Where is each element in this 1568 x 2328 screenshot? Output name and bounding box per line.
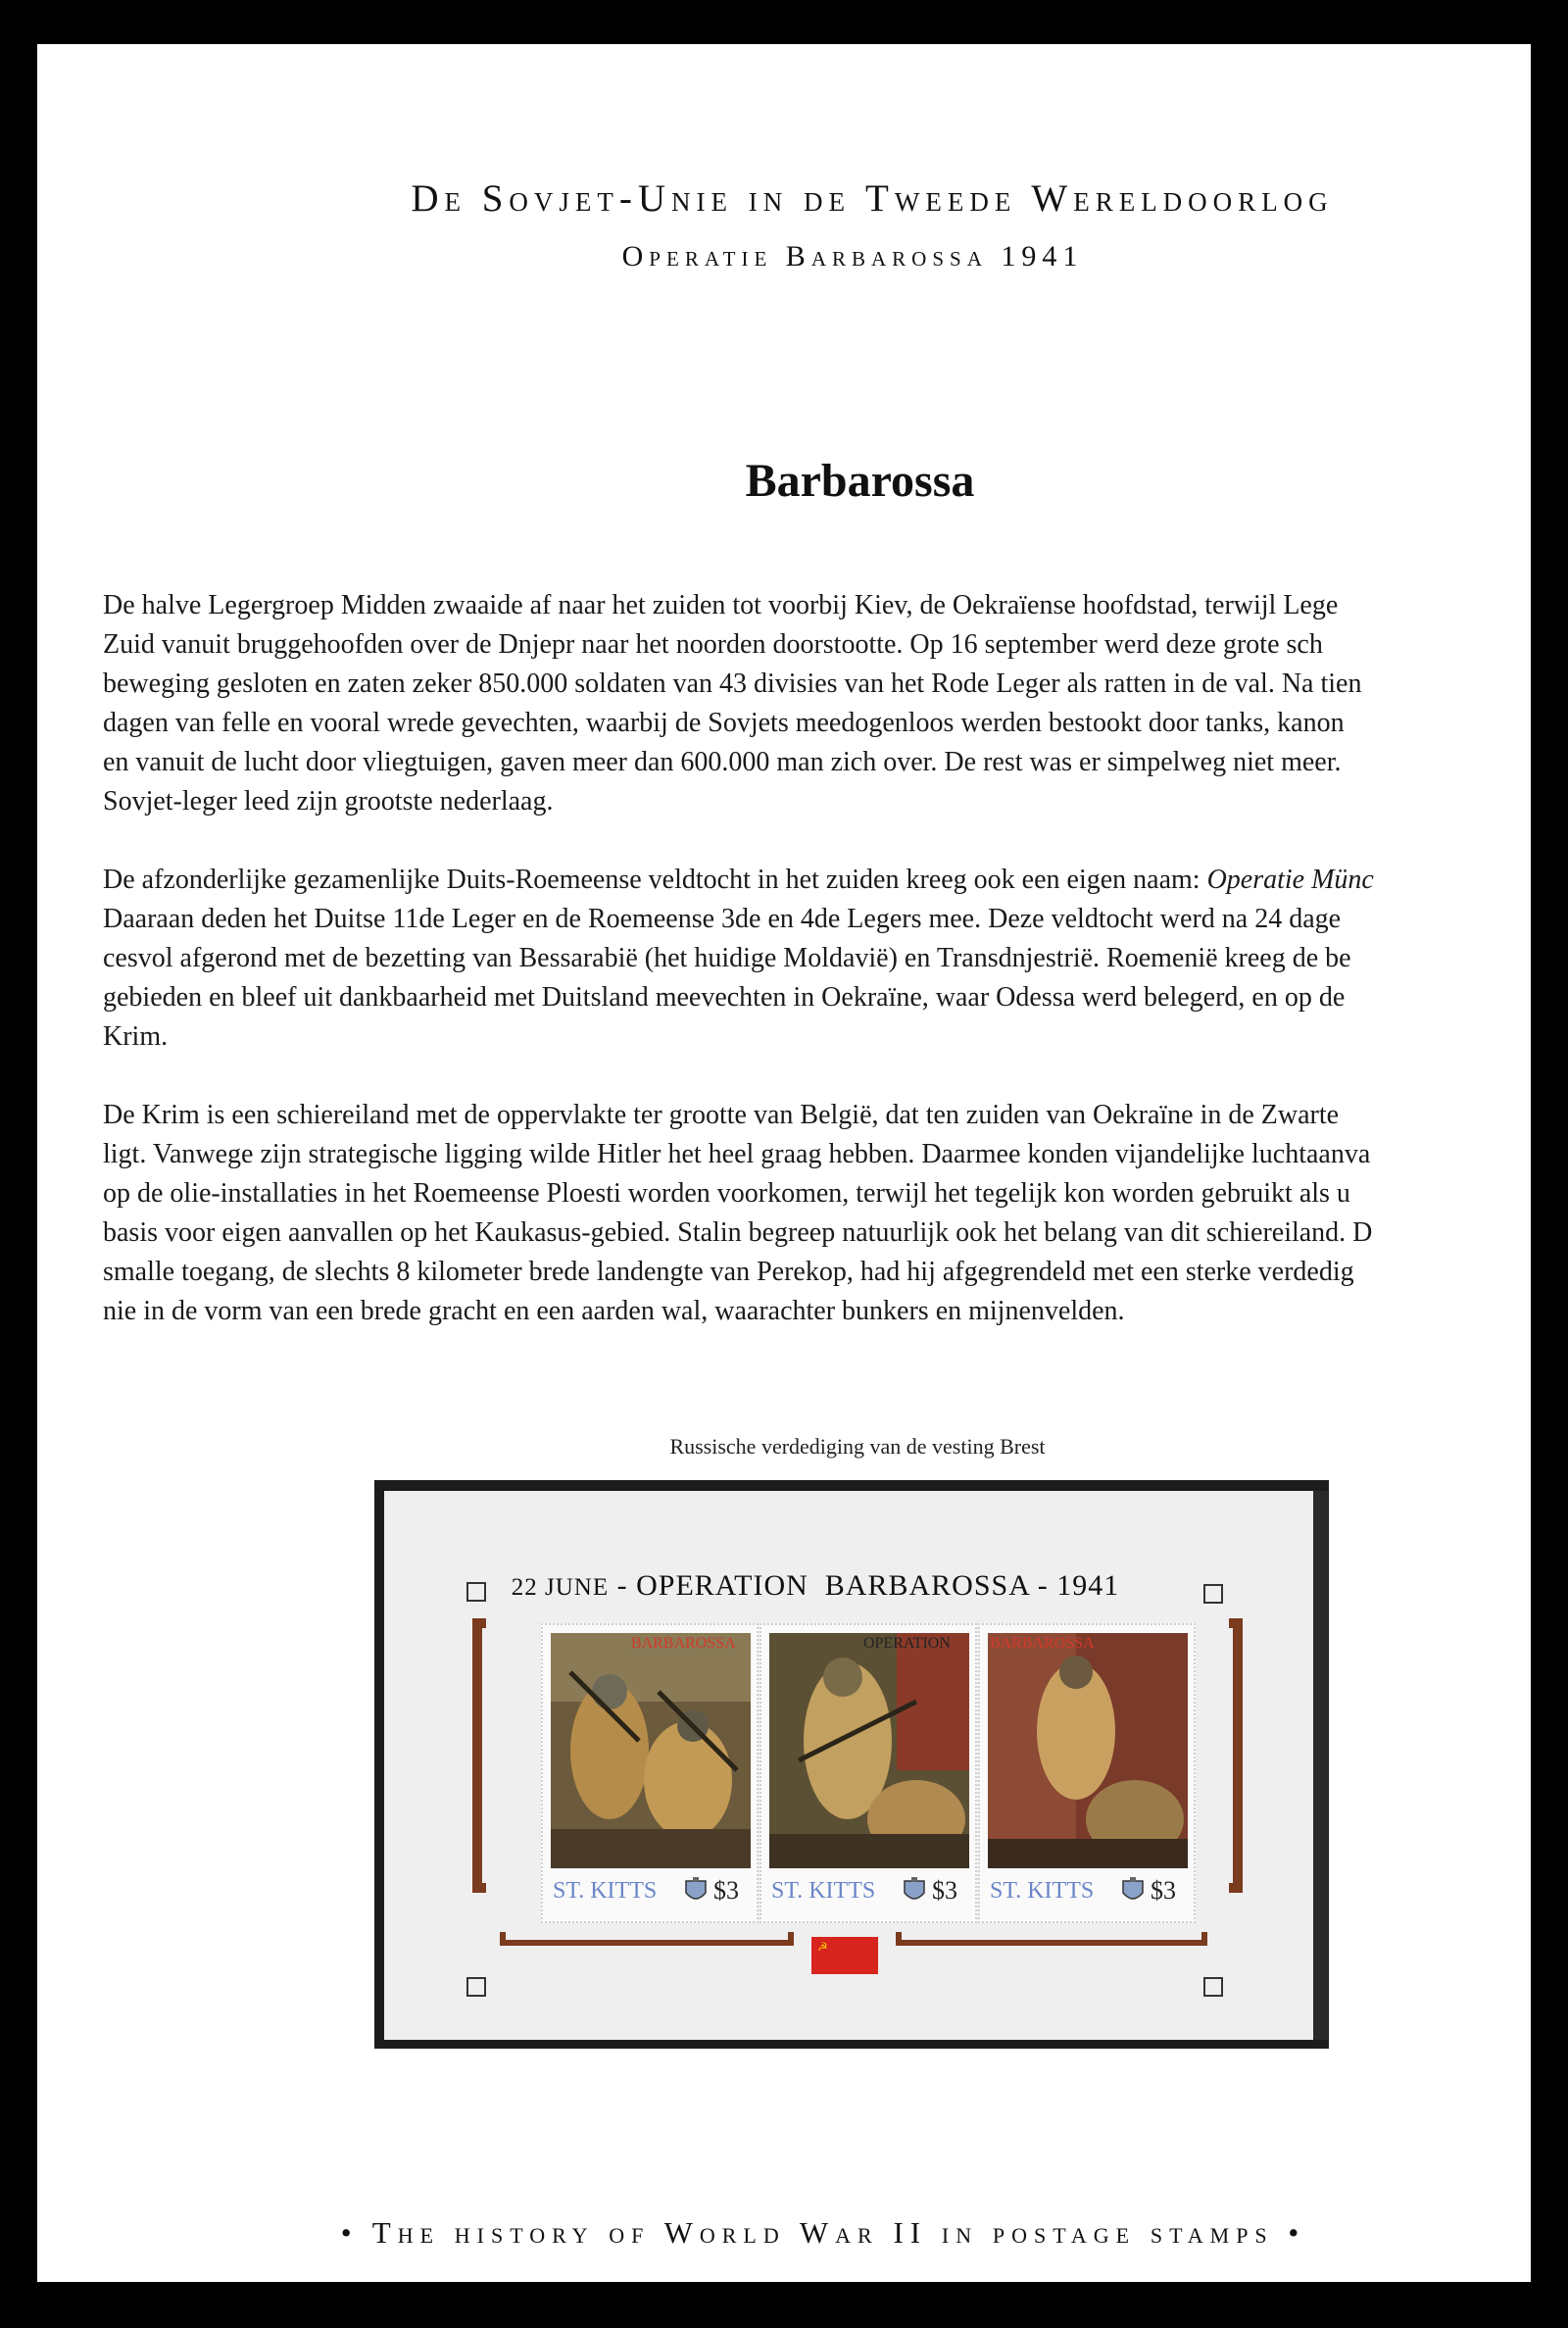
souvenir-sheet xyxy=(384,1491,1315,2040)
sheet-title-separator: - xyxy=(1029,1569,1057,1602)
text-line: De Krim is een schiereiland met de oppervlakte ter grootte van België, dat ten zuiden van Oekraïne in de Zwarte xyxy=(103,1100,1340,1130)
stamp-top-label: BARBAROSSA xyxy=(631,1635,736,1652)
sheet-title-date: 22 JUNE xyxy=(511,1574,610,1601)
stamp-caption: Russische verdediging van de vesting Brest xyxy=(669,1434,1046,1459)
bottom-rail-left xyxy=(500,1932,794,1946)
italic-operation-name: Operatie Münc xyxy=(1206,865,1374,895)
stamp-country: ST. KITTS xyxy=(990,1878,1095,1904)
text-line: en vanuit de lucht door vliegtuigen, gaven meer dan 600.000 man zich over. De rest was er simpelweg niet meer. xyxy=(103,747,1342,777)
stamp-value: $3 xyxy=(713,1876,739,1905)
sheet-title-main: OPERATION BARBAROSSA xyxy=(636,1569,1030,1602)
corner-square-icon xyxy=(1203,1584,1223,1604)
text-line: dagen van felle en vooral wrede gevechten, waarbij de Sovjets meedogenloos werden bestookt door tanks, kanon xyxy=(103,708,1345,738)
text-line: smalle toegang, de slechts 8 kilometer brede landengte van Perekop, had hij afgegrendeld met een sterke verdedig xyxy=(103,1257,1354,1287)
sheet-title-year: 1941 xyxy=(1056,1569,1120,1602)
stamp-country: ST. KITTS xyxy=(771,1878,876,1904)
stamp-value: $3 xyxy=(932,1876,957,1905)
paragraph-3 xyxy=(103,1096,1531,1331)
stamp-3 xyxy=(978,1623,1196,1923)
paragraph-2 xyxy=(103,861,1531,1057)
stamp-top-label: OPERATION xyxy=(863,1635,951,1652)
stamp-artwork xyxy=(769,1633,969,1868)
text-line xyxy=(103,861,1531,900)
coat-of-arms-icon xyxy=(684,1877,708,1905)
text-line: Daaraan deden het Duitse 11de Leger en de Roemeense 3de en 4de Legers mee. Deze veldtocht werd na 24 dage xyxy=(103,904,1342,934)
page-footer: • The history of World War II in postage stamps • xyxy=(340,2215,1306,2250)
paragraph-1 xyxy=(103,586,1531,821)
album-page xyxy=(37,44,1531,2282)
stamp-artwork xyxy=(551,1633,751,1868)
stamp-artwork xyxy=(988,1633,1188,1868)
text-line: gebieden en bleef uit dankbaarheid met Duitsland meevechten in Oekraïne, waar Odessa werd belegerd, en op de xyxy=(103,982,1346,1013)
text-line: nie in de vorm van een brede gracht en een aarden wal, waarachter bunkers en mijnenvelden. xyxy=(103,1296,1125,1326)
text-line-start: De afzonderlijke gezamenlijke Duits-Roemeense veldtocht in het zuiden kreeg ook een eigen naam: xyxy=(103,865,1207,895)
bottom-rail-right xyxy=(896,1932,1207,1946)
stamp-1 xyxy=(541,1623,759,1923)
stamp-2 xyxy=(760,1623,977,1923)
left-bracket-ornament xyxy=(472,1618,486,1893)
stamp-value: $3 xyxy=(1151,1876,1176,1905)
series-subtitle: Operatie Barbarossa 1941 xyxy=(621,240,1084,272)
sheet-title xyxy=(463,1569,1168,1603)
body-text xyxy=(103,586,1531,1370)
hammer-sickle-icon: ☭ xyxy=(817,1940,828,1954)
text-line: ligt. Vanwege zijn strategische ligging wilde Hitler het heel graag hebben. Daarmee konden vijandelijke luchtaanva xyxy=(103,1139,1371,1169)
corner-square-icon xyxy=(466,1977,486,1997)
text-line: beweging gesloten en zaten zeker 850.000 soldaten van 43 divisies van het Rode Leger als ratten in de val. Na tien xyxy=(103,669,1362,699)
series-title: De Sovjet-Unie in de Tweede Wereldoorlog xyxy=(411,177,1334,220)
stamp-top-label: BARBAROSSA xyxy=(990,1635,1095,1652)
right-bracket-ornament xyxy=(1229,1618,1243,1893)
text-line: De halve Legergroep Midden zwaaide af naar het zuiden tot voorbij Kiev, de Oekraïense hoofdstad, terwijl Lege xyxy=(103,590,1339,620)
text-line: basis voor eigen aanvallen op het Kaukasus-gebied. Stalin begreep natuurlijk ook het belang van dit schiereiland. D xyxy=(103,1217,1373,1248)
page-title: Barbarossa xyxy=(745,455,975,507)
text-line: Sovjet-leger leed zijn grootste nederlaag. xyxy=(103,786,554,817)
stamp-country: ST. KITTS xyxy=(553,1878,658,1904)
corner-square-icon xyxy=(1203,1977,1223,1997)
sheet-title-separator: - xyxy=(609,1569,637,1602)
text-line: cesvol afgerond met de bezetting van Bessarabië (het huidige Moldavië) en Transdnjestrië. Roemenië kreeg de be xyxy=(103,943,1351,973)
soviet-flag-icon xyxy=(811,1937,878,1974)
text-line: Zuid vanuit bruggehoofden over de Dnjepr naar het noorden doorstootte. Op 16 september werd deze grote sch xyxy=(103,629,1323,660)
coat-of-arms-icon xyxy=(1121,1877,1145,1905)
mount-edge xyxy=(1313,1491,1328,2040)
text-line: op de olie-installaties in het Roemeense Ploesti worden voorkomen, terwijl het tegelijk kon worden gebruikt als u xyxy=(103,1178,1350,1209)
coat-of-arms-icon xyxy=(903,1877,926,1905)
text-line: Krim. xyxy=(103,1021,169,1052)
